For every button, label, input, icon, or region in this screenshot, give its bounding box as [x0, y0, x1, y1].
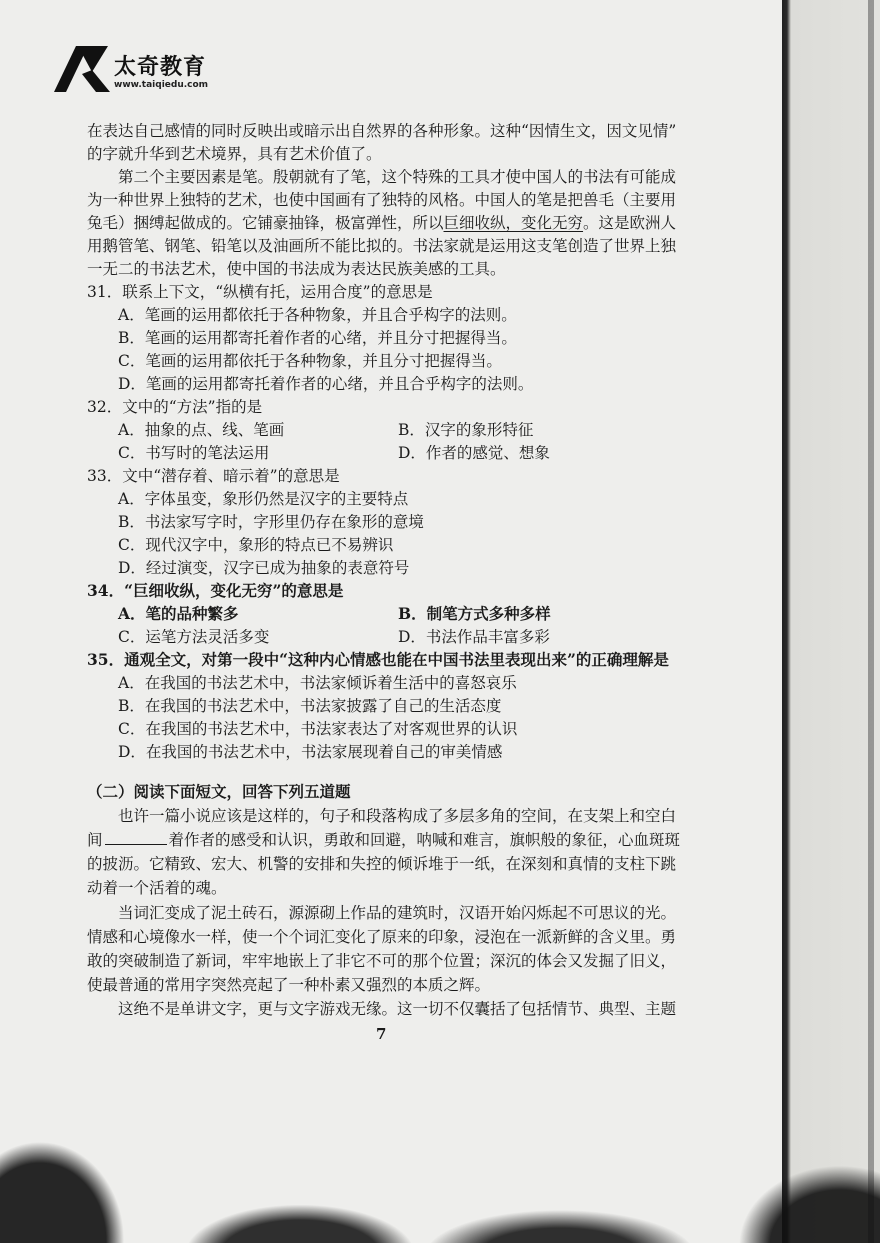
option: A．抽象的点、线、笔画 [118, 421, 285, 439]
passage-line: 这绝不是单讲文字，更与文字游戏无缘。这一切不仅囊括了包括情节、典型、主题 [118, 1000, 677, 1018]
option: A．笔画的运用都依托于各种物象，并且合乎构字的法则。 [118, 306, 517, 324]
option: C．现代汉字中，象形的特点已不易辨识 [118, 536, 394, 554]
passage-line: 使最普通的常用字突然亮起了一种朴素又强烈的本质之辉。 [87, 976, 491, 994]
brand-logo [52, 44, 252, 100]
passage-line: 为一种世界上独特的艺术，也使中国画有了独特的风格。中国人的笔是把兽毛（主要用 [87, 191, 677, 209]
passage-line: 用鹅管笔、钢笔、铅笔以及油画所不能比拟的。书法家就是运用这支笔创造了世界上独 [87, 237, 677, 255]
passage-line: 情感和心境像水一样，使一个个词汇变化了原来的印象，浸泡在一派新鲜的含义里。勇 [87, 928, 677, 946]
question-stem: 31．联系上下文，“纵横有托，运用合度”的意思是 [87, 283, 433, 301]
passage-line: 也许一篇小说应该是这样的，句子和段落构成了多层多角的空间，在支架上和空白 [118, 807, 677, 825]
passage-text: 着作者的感受和认识，勇敢和回避，呐喊和难言，旗帜般的象征，心血斑斑 [168, 831, 681, 849]
passage-line: 的披沥。它精致、宏大、机警的安排和失控的倾诉堆于一纸，在深刻和真情的支柱下跳 [87, 855, 677, 873]
brand-name: 太奇教育 [114, 55, 207, 80]
passage-line: 一无二的书法艺术，使中国的书法成为表达民族美感的工具。 [87, 260, 506, 278]
question-stem: 32．文中的“方法”指的是 [87, 398, 263, 416]
passage-text: 间 [87, 831, 103, 849]
brand-mark-icon [52, 44, 110, 94]
passage-line: 敢的突破制造了新词，牢牢地嵌上了非它不可的那个位置；深沉的体会又发掘了旧义， [87, 952, 677, 970]
fill-in-blank [105, 830, 167, 845]
passage-text: 。这是欧洲人 [583, 214, 677, 232]
question-stem: 34．“巨细收纵，变化无穷”的意思是 [87, 581, 344, 600]
option: D．笔画的运用都寄托着作者的心绪，并且合乎构字的法则。 [118, 375, 534, 393]
passage-line: 第二个主要因素是笔。殷朝就有了笔，这个特殊的工具才使中国人的书法有可能成 [118, 168, 677, 186]
option: B．书法家写字时，字形里仍存在象形的意境 [118, 513, 424, 531]
option: D．书法作品丰富多彩 [398, 628, 550, 646]
option: A．在我国的书法艺术中，书法家倾诉着生活中的喜怒哀乐 [118, 674, 517, 692]
option: D．在我国的书法艺术中，书法家展现着自己的审美情感 [118, 743, 503, 761]
option: D．作者的感觉、想象 [398, 444, 550, 462]
option: A．笔的品种繁多 [118, 604, 239, 623]
section-heading: （二）阅读下面短文，回答下列五道题 [87, 782, 351, 801]
option: C．运笔方法灵活多变 [118, 628, 270, 646]
question-stem: 33．文中“潜存着、暗示着”的意思是 [87, 467, 340, 485]
passage-line [87, 212, 676, 234]
option: C．书写时的笔法运用 [118, 444, 270, 462]
scan-edge-shadow [782, 0, 880, 1243]
scan-bottom-shadow [0, 1070, 880, 1243]
option: C．笔画的运用都依托于各种物象，并且分寸把握得当。 [118, 352, 502, 370]
question-stem: 35．通观全文，对第一段中“这种内心情感也能在中国书法里表现出来”的正确理解是 [87, 650, 669, 669]
option: C．在我国的书法艺术中，书法家表达了对客观世界的认识 [118, 720, 518, 738]
option: B．汉字的象形特征 [398, 421, 534, 439]
option: B．笔画的运用都寄托着作者的心绪，并且分寸把握得当。 [118, 329, 517, 347]
passage-line: 的字就升华到艺术境界，具有艺术价值了。 [87, 145, 382, 163]
brand-url: www.taiqiedu.com [114, 80, 209, 90]
passage-line: 当词汇变成了泥土砖石，源源砌上作品的建筑时，汉语开始闪烁起不可思议的光。 [118, 904, 677, 922]
underlined-phrase: 巨细收纵，变化无穷 [443, 214, 584, 232]
option: A．字体虽变，象形仍然是汉字的主要特点 [118, 490, 409, 508]
option: D．经过演变，汉字已成为抽象的表意符号 [118, 559, 410, 577]
passage-line: 动着一个活着的魂。 [87, 879, 227, 897]
option: B．在我国的书法艺术中，书法家披露了自己的生活态度 [118, 697, 502, 715]
page-number: 7 [376, 1025, 387, 1043]
passage-line [87, 829, 680, 851]
passage-text: 兔毛）捆缚起做成的。它铺豪抽锋，极富弹性，所以 [87, 214, 444, 232]
option: B．制笔方式多种多样 [398, 604, 551, 623]
passage-line: 在表达自己感情的同时反映出或暗示出自然界的各种形象。这种“因情生文，因文见情” [87, 122, 677, 140]
